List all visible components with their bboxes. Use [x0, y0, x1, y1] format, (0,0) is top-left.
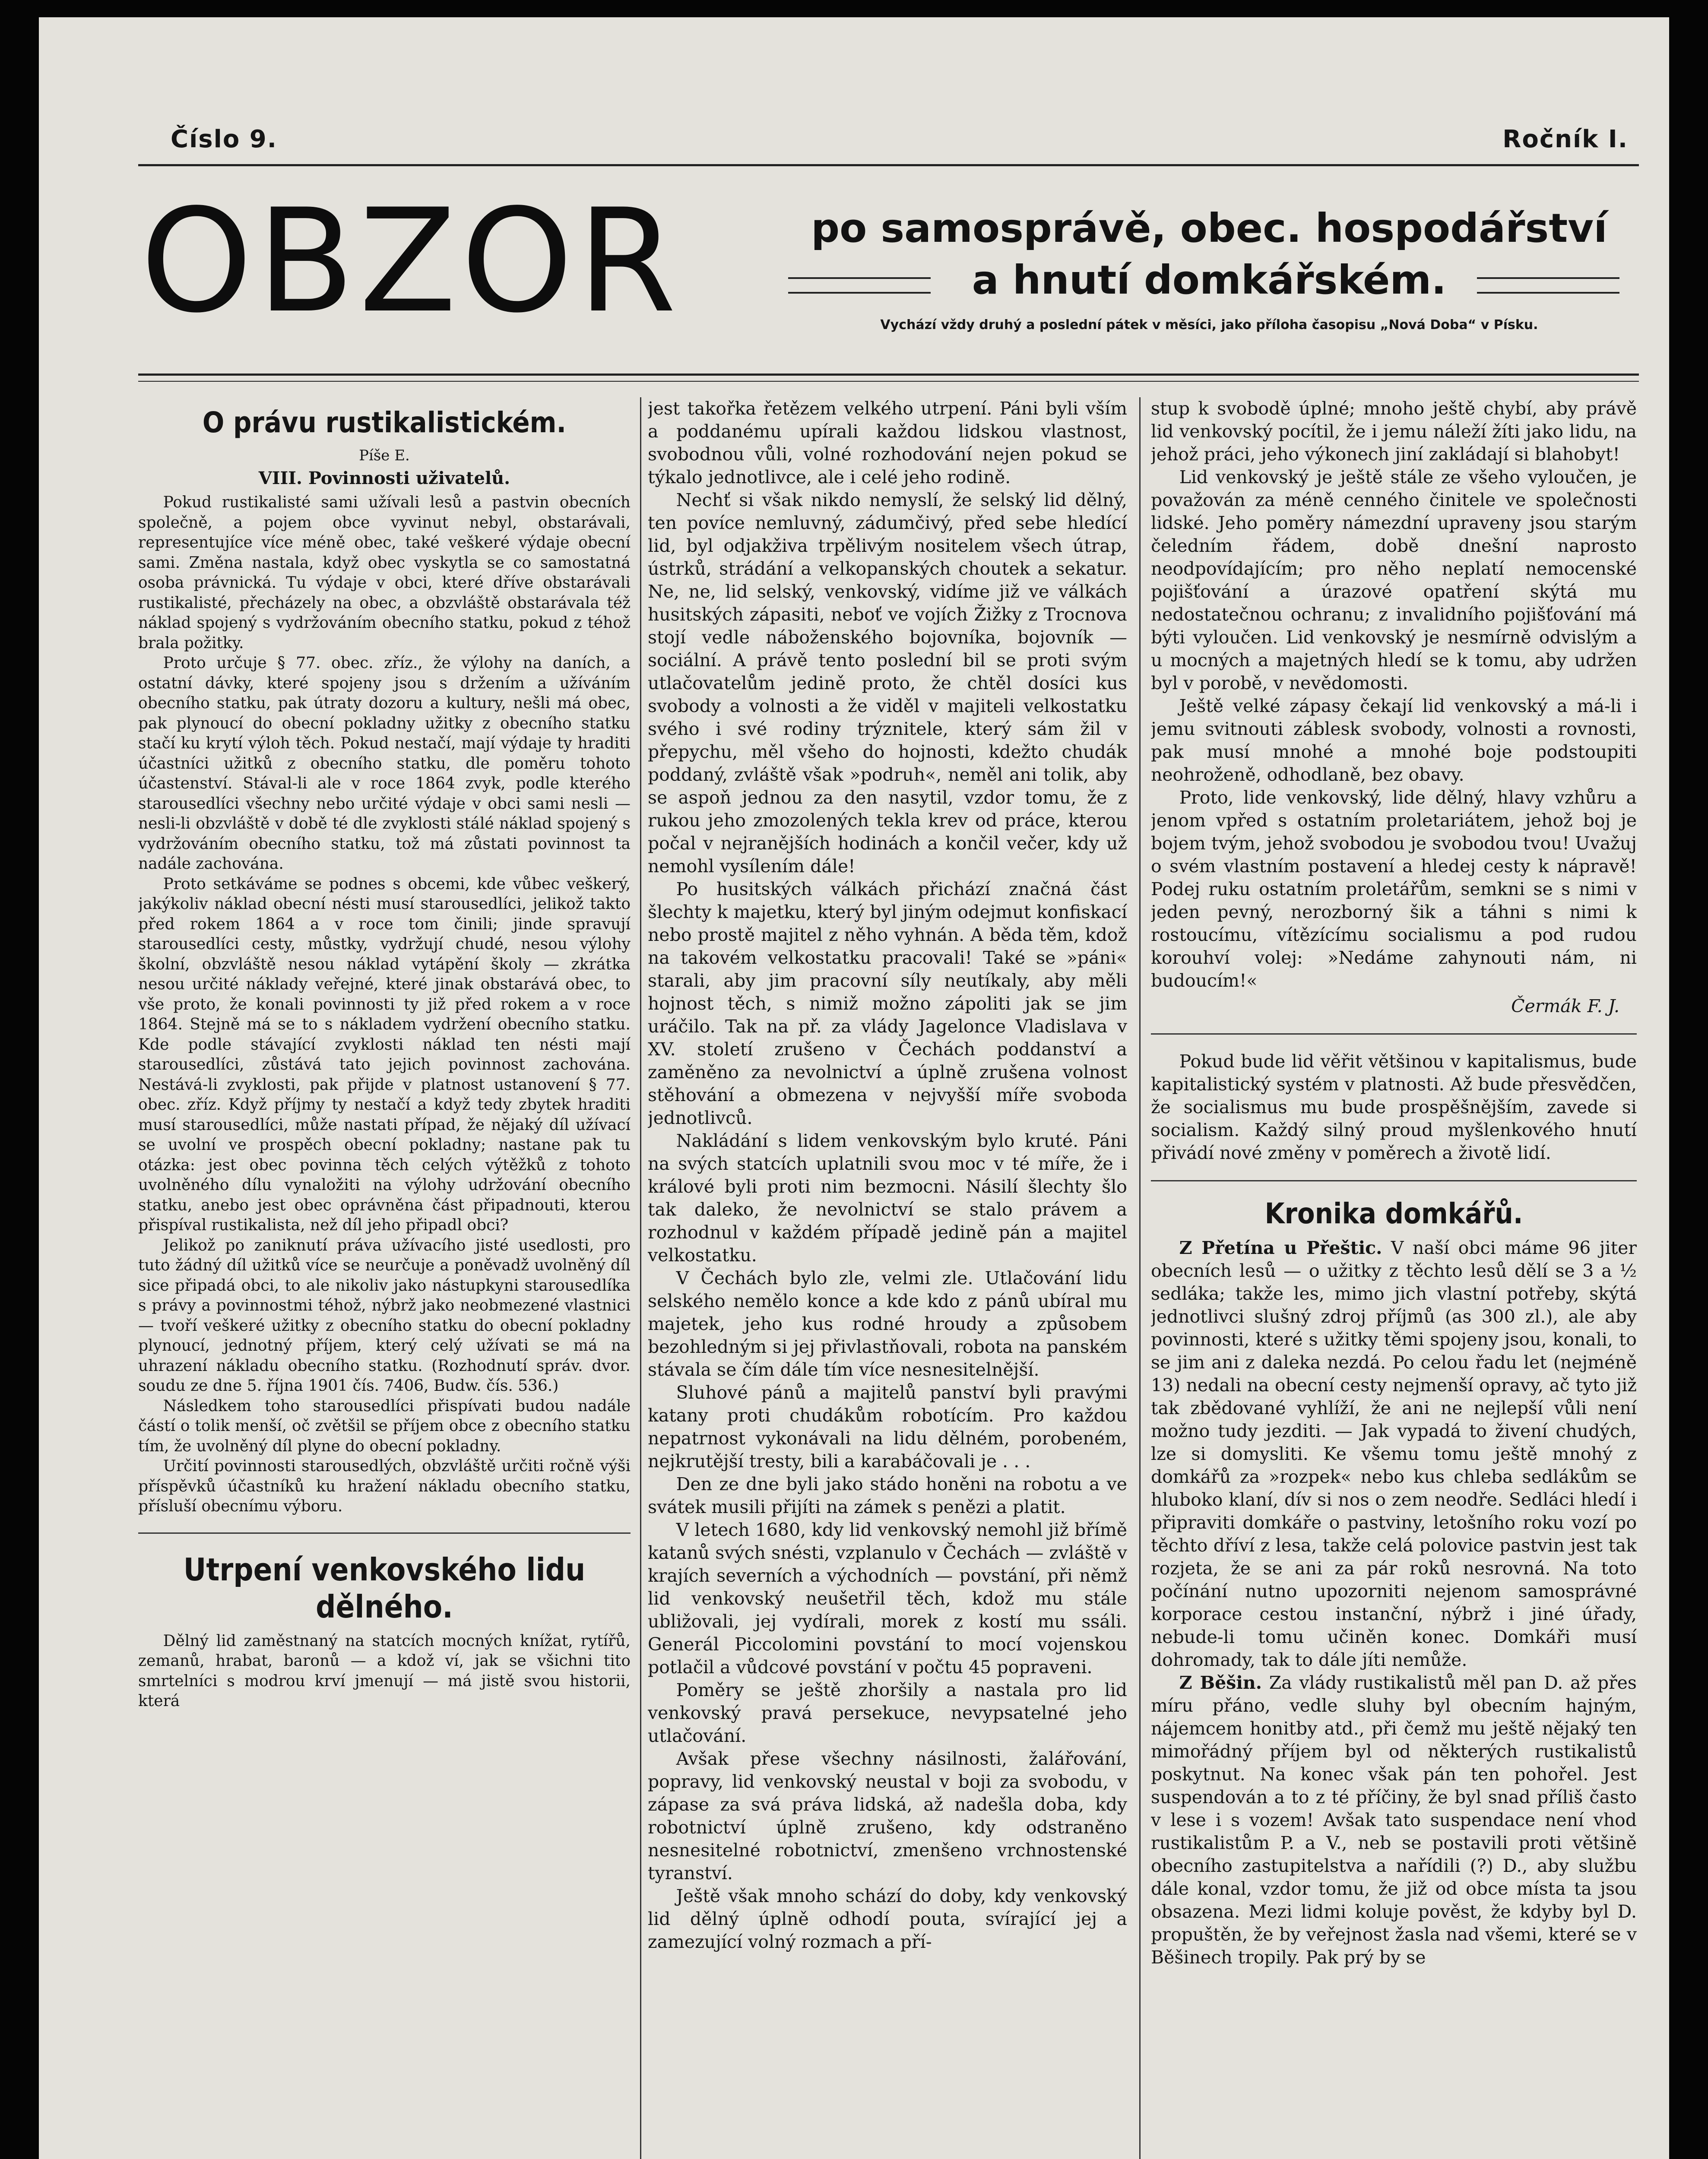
chronicle-entry	[1151, 1237, 1637, 1671]
paragraph: stup k svobodě úplné; mnoho ještě chybí, aby právě lid venkovský pocítil, že i jemu náleží žíti jako lidu, na jehož práci, jeho výkonech jiní zakládají si blahobyt!	[1151, 398, 1637, 465]
subtitle-line-2: a hnutí domkářském.	[972, 257, 1447, 303]
paragraph: Avšak přese všechny násilnosti, žalářování, popravy, lid venkovský neustal v boji za svobodu, v zápase za svá práva lidská, až nadešla doba, kdy robotnictví úplně zrušeno, kdy odstraněno nesnesitelné robotnictví, zmenšeno vrchnostenské tyranství.	[648, 1748, 1127, 1884]
subtitle-ornament-right	[1477, 277, 1619, 294]
top-rule	[138, 164, 1639, 166]
column-2	[648, 397, 1127, 2159]
column-divider-2	[1139, 397, 1141, 2159]
chronicle-entry-text: Za vlády rustikalistů měl pan D. až přes míru přáno, vedle sluhy byl obecním hajným, nájemcem honitby atd., při čemž mu ještě nějaký ten mimořádný příjem byl od některých rustikalistů poskytnut. Na konec však pán ten pohořel. Jest suspendován a to z té příčiny, že byl snad příliš často v lese i s vozem! Avšak tato suspendace není vhod rustikalistům P. a V., neb se postavili proti většině obecního zastupitelstva a nařídili (?) D., aby službu dále konal, vzdor tomu, že již od obce místa ta jsou obsazena. Mezi lidmi koluje pověst, že kdyby byl D. propuštěn, že by veřejnost žasla nad všemi, které se v Běšinech tropily. Pak prý by se	[1151, 1672, 1637, 1968]
column-3	[1151, 397, 1637, 2159]
paragraph: Nechť si však nikdo nemyslí, že selský lid dělný, ten povíce nemluvný, zádumčivý, před sebe hledící lid, byl odjakživa trpělivým nositelem všech útrap, ústrků, strádání a velkopanských choutek a sekatur. Ne, ne, lid selský, venkovský, vidíme již ve válkách husitských zápasiti, neboť ve vojích Žižky z Trocnova stojí vedle náboženského bojovníka, bojovník — sociální. A právě tento poslední bil se proti svým utlačovatelům jedině proto, že chtěl dosíci kus svobody a volnosti a že viděl v majiteli velkostatku svého i své rodiny trýznitele, který sám žil v přepychu, měl všeho do hojnosti, kdežto chudák poddaný, zvláště však »podruh«, neměl ani tolik, aby se aspoň jednou za den nasytil, vzdor tomu, že z rukou jeho zmozolených tekla krev od práce, kterou počal v nejranějších hodinách a končil večer, kdy už nemohl vysílením dále!	[648, 490, 1127, 877]
chronicle-entry-text: V naší obci máme 96 jiter obecních lesů — o užitky z těchto lesů dělí se 3 a ½ sedláka; takže les, mimo jich vlastní potřeby, skýtá jednotlivci slušný zdroj příjmů (as 300 zl.), ale aby povinnosti, které s užitky těmi spojeny jsou, konali, to se jim ani z daleka nezdá. Po celou řadu let (nejméně 13) nedali na obecní cesty nejmenší opravy, ač tyto již tak zbědované vyhlíží, že ani ne nejlepší vůli není možno tudy jezditi. — Jak vypadá to živení chudých, lze si domysliti. Ke všemu tomu ještě mnohý z domkářů za »rozpek« nebo kus chleba sedlákům se hluboko klaní, dív si nos o zem neodře. Sedláci hledí i připraviti domkáře o pastviny, letošního roku vozí po těchto dříví z lesa, takže celá polovice pastvin jest tak rozjeta, že se ani za pár roků nesrovná. Na toto počínání nutno upozorniti nejenom samosprávné korporace cestou instanční, nýbrž i jiné úřady, nebude-li tomu učiněn konec. Domkáři musí dohromady, tak to dále jíti nemůže.	[1151, 1238, 1637, 1670]
paragraph: Dělný lid zaměstnaný na statcích mocných knížat, rytířů, zemanů, hrabat, baronů — a kdož ví, jak se všichni tito smrtelníci s modrou krví jmenují — má jistě svou historii, která	[138, 1632, 631, 1710]
column-divider-1	[640, 397, 641, 2159]
paragraph: Nakládání s lidem venkovským bylo kruté. Páni na svých statcích uplatnili svou moc v té míře, že i králové byli proti nim bezmocni. Násilí šlechty šlo tak daleko, že nevolnictví se stalo právem a rozhodnul v každém případě jedině pán a majitel velkostatku.	[648, 1130, 1127, 1266]
masthead-rule-thin	[138, 381, 1639, 382]
paragraph: jest takořka řetězem velkého utrpení. Páni byli vším a poddanému upírali každou lidskou vlastnost, svobodnou vůli, volné rozhodování nejen pokud se týkalo jednotlivce, ale i celé jeho rodině.	[648, 398, 1127, 488]
paragraph: Proto, lide venkovský, lide dělný, hlavy vzhůru a jenom vpřed s ostatním proletariátem, jehož boj je bojem tvým, jehož svobodou je svobodou tvou! Uvažuj o svém vlastním postavení a hledej cesty k nápravě! Podej ruku ostatním proletářům, semkni se s nimi v jeden pevný, nerozborný šik a táhni s nimi k rostoucímu, vítězícímu socialismu a pod rudou korouhví volej: »Nedáme zahynouti nám, ni budoucím!«	[1151, 787, 1637, 991]
issue-number: Číslo 9.	[171, 125, 278, 153]
paragraph: Poměry se ještě zhoršily a nastala pro lid venkovský pravá persekuce, nevypsatelné jeho utlačování.	[648, 1680, 1127, 1746]
paragraph: V Čechách bylo zle, velmi zle. Utlačování lidu selského nemělo konce a kde kdo z pánů ubíral mu majetek, jeho kus rodné hroudy a způsobem bezohledným si jej přivlastňovali, robota na panském stávala se čím dále tím více nesnesitelnější.	[648, 1268, 1127, 1380]
subtitle-ornament-left	[788, 277, 931, 294]
paragraph: Pokud rustikalisté sami užívali lesů a pastvin obecních společně, a pojem obce vyvinut nebyl, obstarávali, representujíce více méně obec, také veškeré výdaje obecní sami. Změna nastala, když obec vyskytla se co samostatná osoba právnická. Tu výdaje v obci, které dříve obstarávali rustikalisté, přecházely na obec, a obzvláště obstarávala též náklad spojený s vydržováním obecního statku, pokud z téhož brala požitky.	[138, 494, 631, 652]
paragraph: Den ze dne byli jako stádo honěni na robotu a ve svátek musili přijíti na zámek s penězi a platit.	[648, 1474, 1127, 1517]
chronicle-entry-place: Z Přetína u Přeštic.	[1179, 1238, 1382, 1258]
article-byline: Píše E.	[359, 447, 410, 464]
volume-number: Ročník I.	[1502, 125, 1628, 153]
masthead-rule	[138, 374, 1639, 376]
article-signature: Čermák F. J.	[1511, 996, 1619, 1016]
column-1	[138, 397, 631, 2159]
paragraph: Ještě velké zápasy čekají lid venkovský a má-li i jemu svitnouti záblesk svobody, volnosti a rovnosti, pak musí mnohé a mnohé boje podstoupiti neohroženě, odhodlaně, bez obavy.	[1151, 696, 1637, 785]
note-paragraph: Pokud bude lid věřit většinou v kapitalismus, bude kapitalistický systém v platnosti. Až bude přesvědčen, že socialismus mu bude prospěšnějším, zavede si socialism. Každý silný proud myšlenkového hnutí přivádí nové změny v poměrech a životě lidí.	[1151, 1051, 1637, 1163]
article-separator	[1151, 1180, 1637, 1181]
article-section-heading: VIII. Povinnosti uživatelů.	[258, 468, 510, 488]
article-title-utrpeni: Utrpení venkovského lidu dělného.	[183, 1551, 586, 1625]
paragraph: Určití povinnosti starousedlých, obzvláště určiti ročně výši příspěvků účastníků ku hražení nákladu obecního statku, přísluší obecnímu výboru.	[138, 1457, 631, 1515]
chronicle-entry	[1151, 1671, 1637, 1969]
newspaper-page	[39, 17, 1669, 2159]
paragraph: Proto určuje § 77. obec. zříz., že výlohy na daních, a ostatní dávky, které spojeny jsou s držením a užíváním obecního statku, pak útraty dozoru a kultury, nešli má obec, pak plynoucí do obecní pokladny užitky z obecního statku stačí ku krytí výloh těch. Pokud nestačí, mají výdaje ty hraditi účastníci užitků z obecního statku, dle poměru tohoto účastenství. Stával-li ale v roce 1864 zvyk, podle kterého starousedlíci všechny nebo určité výdaje v obci sami nesli — nesli-li obzvláště v době té dle zvyklosti stálé náklad spojený s vydržováním obecního statku, tož má zůstati povinnost ta nadále zachována.	[138, 654, 631, 873]
article-separator	[1151, 1033, 1637, 1035]
paragraph: Jelikož po zaniknutí práva užívacího jisté usedlosti, pro tuto žádný díl užitků více se neurčuje a poněvadž uvolněný díl sice připadá obci, to ale nikoliv jako nástupkyni starousedlíka s právy a povinnostmi téhož, nýbrž jako neobmezené vlastnici — tvoří veškeré užitky z obecního statku do obecní pokladny plynoucí, jednotný příjem, který celý užívati se má na uhrazení nákladu obecního statku. (Rozhodnutí správ. dvor. soudu ze dne 5. října 1901 čís. 7406, Budw. čís. 536.)	[138, 1236, 631, 1395]
article-separator	[138, 1532, 631, 1534]
paragraph: Ještě však mnoho schází do doby, kdy venkovský lid dělný úplně odhodí pouta, svírající jej a zamezující volný rozmach a pří-	[648, 1886, 1127, 1952]
article-title-rustikalisticke: O právu rustikalistickém.	[202, 406, 567, 439]
publication-tagline: Vychází vždy druhý a poslední pátek v měsíci, jako příloha časopisu „Nová Doba“ v Písku.	[880, 317, 1538, 332]
masthead-title: OBZOR	[140, 178, 681, 344]
paragraph: Lid venkovský je ještě stále ze všeho vyloučen, je považován za méně cenného činitele ve společnosti lidské. Jeho poměry námezdní upraveny jsou starým čeledním řádem, době dnešní naprosto neodpovídajícím; pro něho neplatí nemocenské pojišťování a úrazové opatření skýtá mu nedostatečnou ochranu; z invalidního pojišťování má býti vyloučen. Lid venkovský je nesmírně odvislým a u mocných a majetných hledí se k tomu, aby udržen byl v porobě, v nevědomosti.	[1151, 467, 1637, 693]
paragraph: Sluhové pánů a majitelů panství byli pravými katany proti chudákům robotícím. Pro každou nepatrnost vykonávali na lidu dělném, porobeném, nejkrutější tresty, bili a karabáčovali je . . .	[648, 1382, 1127, 1472]
paragraph: Následkem toho starousedlíci přispívati budou nadále částí o tolik menší, oč zvětšil se příjem obce z obecního statku tím, že uvolněný díl plyne do obecní pokladny.	[138, 1397, 631, 1455]
chronicle-title: Kronika domkářů.	[1264, 1197, 1523, 1230]
paragraph: Po husitských válkách přichází značná část šlechty k majetku, který byl jiným odejmut konfiskací nebo prostě majitel z něho vyhnán. A běda těm, kdož na takovém velkostatku pracovali! Také se »páni« starali, aby jim pracovní síly neutíkaly, aby měli hojnost těch, s nimiž možno zápoliti jak se jim uráčilo. Tak na př. za vlády Jagelonce Vladislava v XV. století zrušeno v Čechách poddanství a zaměněno za nevolnictví a úplně zrušena volnost stěhování a obmezena v nejvyšší míře svoboda jednotlivců.	[648, 879, 1127, 1128]
paragraph: Proto setkáváme se podnes s obcemi, kde vůbec veškerý, jakýkoliv náklad obecní nésti musí starousedlíci, jelikož takto před rokem 1864 a v roce tom činili; jinde spravují starousedlíci cesty, můstky, vydržují chudé, nesou výlohy školní, obzvláště nesou náklad vytápění školy — zkrátka nesou určité náklady veřejné, které jinak obstarává obec, to vše proto, že konali povinnosti ty již před rokem a v roce 1864. Stejně má se to s nákladem vydržení obecního statku. Kde podle stávající zvyklosti náklad ten nésti mají starousedlíci, zůstává tato jejich povinnost zachována. Nestává-li zvyklosti, pak přijde v platnost ustanovení § 77. obec. zříz. Když příjmy ty nestačí a když tedy zbytek hraditi musí starousedlíci, může nastati případ, že nějaký díl užívací se uvolní ve prospěch obecní pokladny; nastane pak tu otázka: jest obec povinna těch celých výtěžků z tohoto uvolněného dílu vynaložiti na výlohy udržování obecního statku, anebo jest obec oprávněna část připadnouti, kterou přispíval rustikalista, než díl jeho připadl obci?	[138, 875, 631, 1234]
paragraph: V letech 1680, kdy lid venkovský nemohl již břímě katanů svých snésti, vzplanulo v Čechách — zvláště v krajích severních a východních — povstání, při němž lid venkovský neušetřil těch, kdož mu stále ubližovali, jej vydírali, morek z kostí mu ssáli. Generál Piccolomini povstání to mocí vojenskou potlačil a vůdcové povstání v počtu 45 popraveni.	[648, 1520, 1127, 1678]
chronicle-entry-place: Z Běšin.	[1179, 1672, 1262, 1693]
subtitle-line-1: po samosprávě, obec. hospodářství	[811, 205, 1607, 251]
